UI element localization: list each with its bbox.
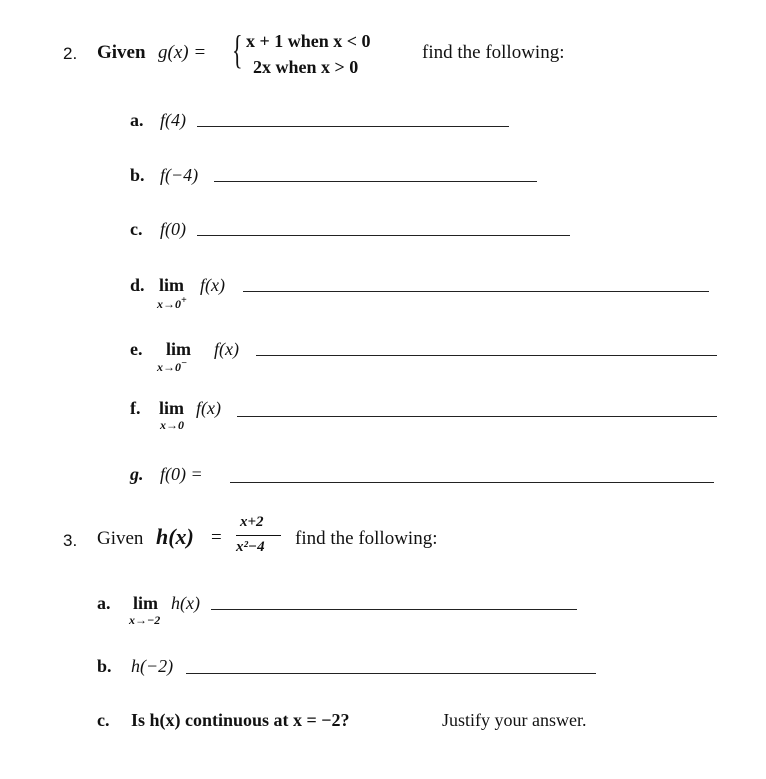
item-3a-subscript: x→−2 [129, 613, 161, 627]
item-3a-lim: lim [133, 593, 158, 613]
item-2g-expr: f(0) = [160, 464, 203, 484]
item-2b-expr: f(−4) [160, 165, 199, 185]
fraction-denominator: x²−4 [236, 539, 265, 555]
item-3b-letter: b. [97, 656, 112, 676]
item-3a-letter: a. [97, 593, 111, 613]
item-2a-letter: a. [130, 110, 144, 130]
question-3-equals: = [211, 527, 222, 548]
item-2f-lim: lim [159, 398, 184, 418]
item-3a-function: h(x) [171, 593, 200, 613]
item-2d-subscript: x→0+ [157, 295, 187, 311]
item-2f-letter: f. [130, 398, 141, 418]
item-2e-letter: e. [130, 339, 143, 359]
item-2f-subscript: x→0 [160, 418, 184, 432]
item-3a-answer-line[interactable] [211, 609, 577, 610]
question-3-number: 3. [63, 531, 78, 550]
item-2b-answer-line[interactable] [214, 181, 537, 182]
item-3c-justify: Justify your answer. [442, 710, 587, 730]
item-2d-function: f(x) [200, 275, 225, 295]
piecewise-brace: { [232, 27, 243, 72]
item-2f-answer-line[interactable] [237, 416, 717, 417]
question-2-function-lhs: g(x) = [158, 42, 207, 63]
question-2-number: 2. [63, 44, 78, 63]
item-2e-lim: lim [166, 339, 191, 359]
question-2-instruction: find the following: [422, 42, 565, 63]
piecewise-case-1: x + 1 when x < 0 [246, 31, 371, 51]
item-2g-letter: g. [130, 464, 144, 484]
item-2d-lim: lim [159, 275, 184, 295]
item-2c-letter: c. [130, 219, 143, 239]
item-2e-function: f(x) [214, 339, 239, 359]
question-3-given: Given [97, 528, 144, 549]
item-2e-subscript: x→0− [157, 358, 188, 374]
item-2b-letter: b. [130, 165, 145, 185]
item-2g-answer-line[interactable] [230, 482, 714, 483]
fraction-bar [236, 535, 281, 536]
fraction-numerator: x+2 [240, 514, 264, 530]
item-2a-answer-line[interactable] [197, 126, 509, 127]
piecewise-case-2: 2x when x > 0 [253, 57, 359, 77]
question-2-given: Given [97, 42, 146, 63]
item-3c-question: Is h(x) continuous at x = −2? [131, 710, 350, 730]
item-2e-answer-line[interactable] [256, 355, 717, 356]
item-2d-letter: d. [130, 275, 145, 295]
question-3-function-lhs: h(x) [156, 524, 194, 549]
item-2f-function: f(x) [196, 398, 221, 418]
item-2c-expr: f(0) [160, 219, 186, 239]
item-2a-expr: f(4) [160, 110, 186, 130]
question-3-instruction: find the following: [295, 528, 438, 549]
item-3b-expr: h(−2) [131, 656, 174, 676]
item-3c-letter: c. [97, 710, 110, 730]
item-2c-answer-line[interactable] [197, 235, 570, 236]
item-2d-answer-line[interactable] [243, 291, 709, 292]
item-3b-answer-line[interactable] [186, 673, 596, 674]
